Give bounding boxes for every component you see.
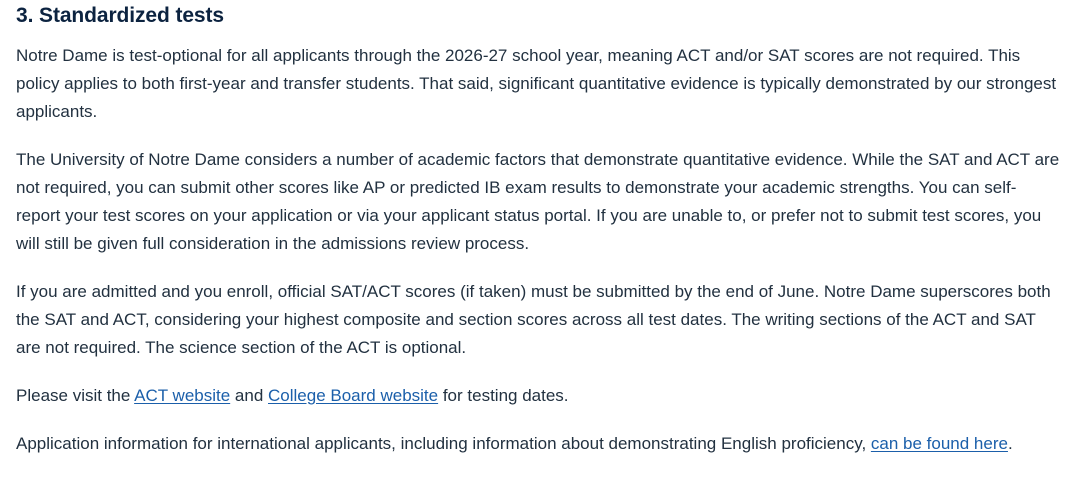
page-title: 3. Standardized tests (16, 4, 224, 27)
paragraph-academic-factors: The University of Notre Dame considers a number of academic factors that demonstrate quantitative evidence. While the SAT and ACT are not required, you can submit other scores like AP or predicted IB exam results to demonstrate your academic strengths. You can self-report your test scores on your application or via your applicant status portal. If you are unable to, or prefer not to submit test scores, you will still be given full consideration in the admissions review process. (16, 150, 1060, 253)
paragraph-international-applicants (16, 430, 1060, 458)
paragraph-testing-dates (16, 382, 1060, 410)
act-website-link[interactable]: ACT website (134, 386, 231, 405)
paragraph-superscore-policy: If you are admitted and you enroll, official SAT/ACT scores (if taken) must be submitted by the end of June. Notre Dame superscores both the SAT and ACT, considering your highest composite and section scores across all test dates. The writing sections of the ACT and SAT are not required. The science section of the ACT is optional. (16, 282, 1051, 357)
testing-dates-mid-text: and (230, 386, 268, 405)
paragraph-test-optional-policy: Notre Dame is test-optional for all applicants through the 2026-27 school year, meaning ACT and/or SAT scores are not required. This policy applies to both first-year and transfer students. That said, significant quantitative evidence is typically demonstrated by our strongest applicants. (16, 46, 1057, 121)
international-info-link[interactable]: can be found here (870, 434, 1008, 453)
college-board-website-link[interactable]: College Board website (268, 386, 439, 405)
testing-dates-tail-text: for testing dates. (438, 386, 569, 405)
international-lead-text: Application information for international applicants, including information about demonstrating English proficiency, (16, 434, 871, 453)
international-tail-text: . (1007, 434, 1013, 453)
testing-dates-lead-text: Please visit the (16, 386, 135, 405)
